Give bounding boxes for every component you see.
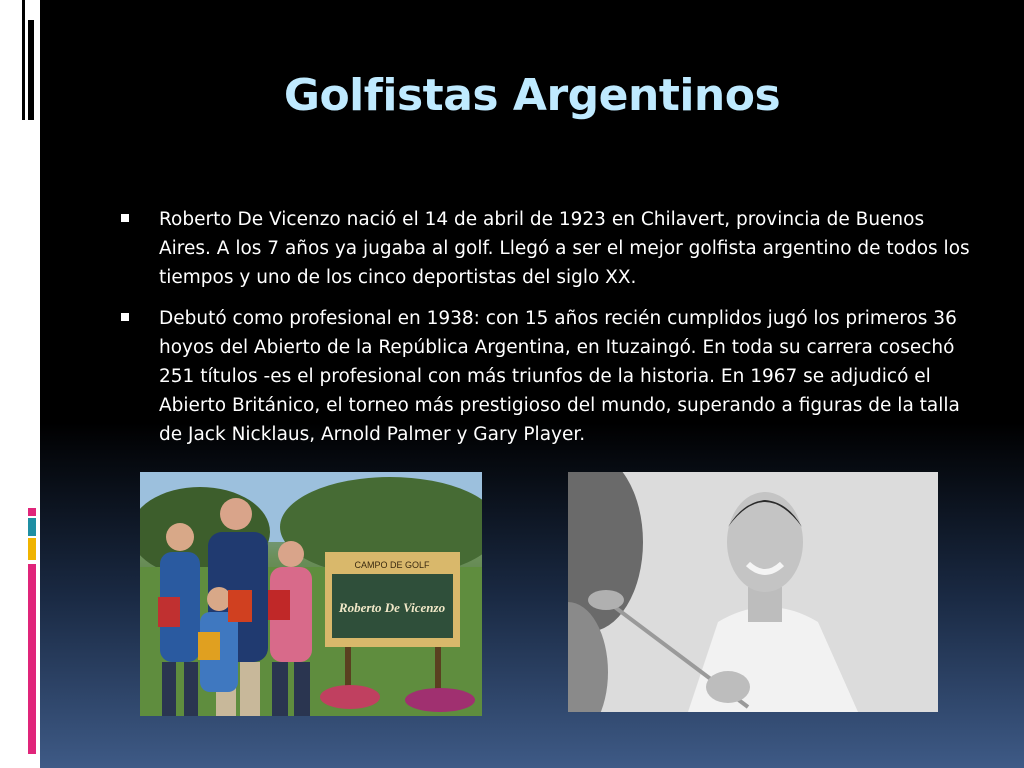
deco-bar-magenta-1 bbox=[28, 508, 36, 516]
deco-bar-yellow bbox=[28, 538, 36, 560]
bullet-text: Debutó como profesional en 1938: con 15 años recién cumplidos jugó los primeros 36 hoyos del Abierto de la República Argentina, en Ituzaingó. En toda su carrera cosechó 251 títulos -es el profesional con más triunfos de la historia. En 1967 se adjudicó el Abierto Británico, el torneo más prestigioso del mundo, superando a figuras de la talla de Jack Nicklaus, Arnold Palmer y Gary Player. bbox=[159, 308, 960, 445]
bullet-item bbox=[118, 304, 978, 449]
photo-golfer-portrait bbox=[568, 472, 938, 712]
photo-portrait-illustration bbox=[568, 472, 938, 712]
sign-line1: CAMPO DE GOLF bbox=[354, 560, 430, 570]
photo-family-golf-sign bbox=[140, 472, 482, 716]
bullet-text: Roberto De Vicenzo nació el 14 de abril de 1923 en Chilavert, provincia de Buenos Aires. A los 7 años ya jugaba al golf. Llegó a ser el mejor golfista argentino de todos los tiempos y uno de los cinco deportistas del siglo XX. bbox=[159, 209, 970, 288]
decorative-bars bbox=[0, 0, 40, 768]
bullet-marker bbox=[121, 313, 129, 321]
slide-title: Golfistas Argentinos bbox=[283, 70, 781, 121]
sign-line2: Roberto De Vicenzo bbox=[338, 600, 446, 615]
slide-body bbox=[118, 205, 978, 461]
deco-bar-magenta-2 bbox=[28, 564, 36, 754]
deco-bar-dark-top bbox=[22, 0, 25, 120]
bullet-marker bbox=[121, 214, 129, 222]
bullet-item bbox=[118, 205, 978, 292]
photo-family-illustration bbox=[140, 472, 482, 716]
deco-bar-teal bbox=[28, 518, 36, 536]
deco-bar-dark-mid bbox=[28, 20, 34, 120]
